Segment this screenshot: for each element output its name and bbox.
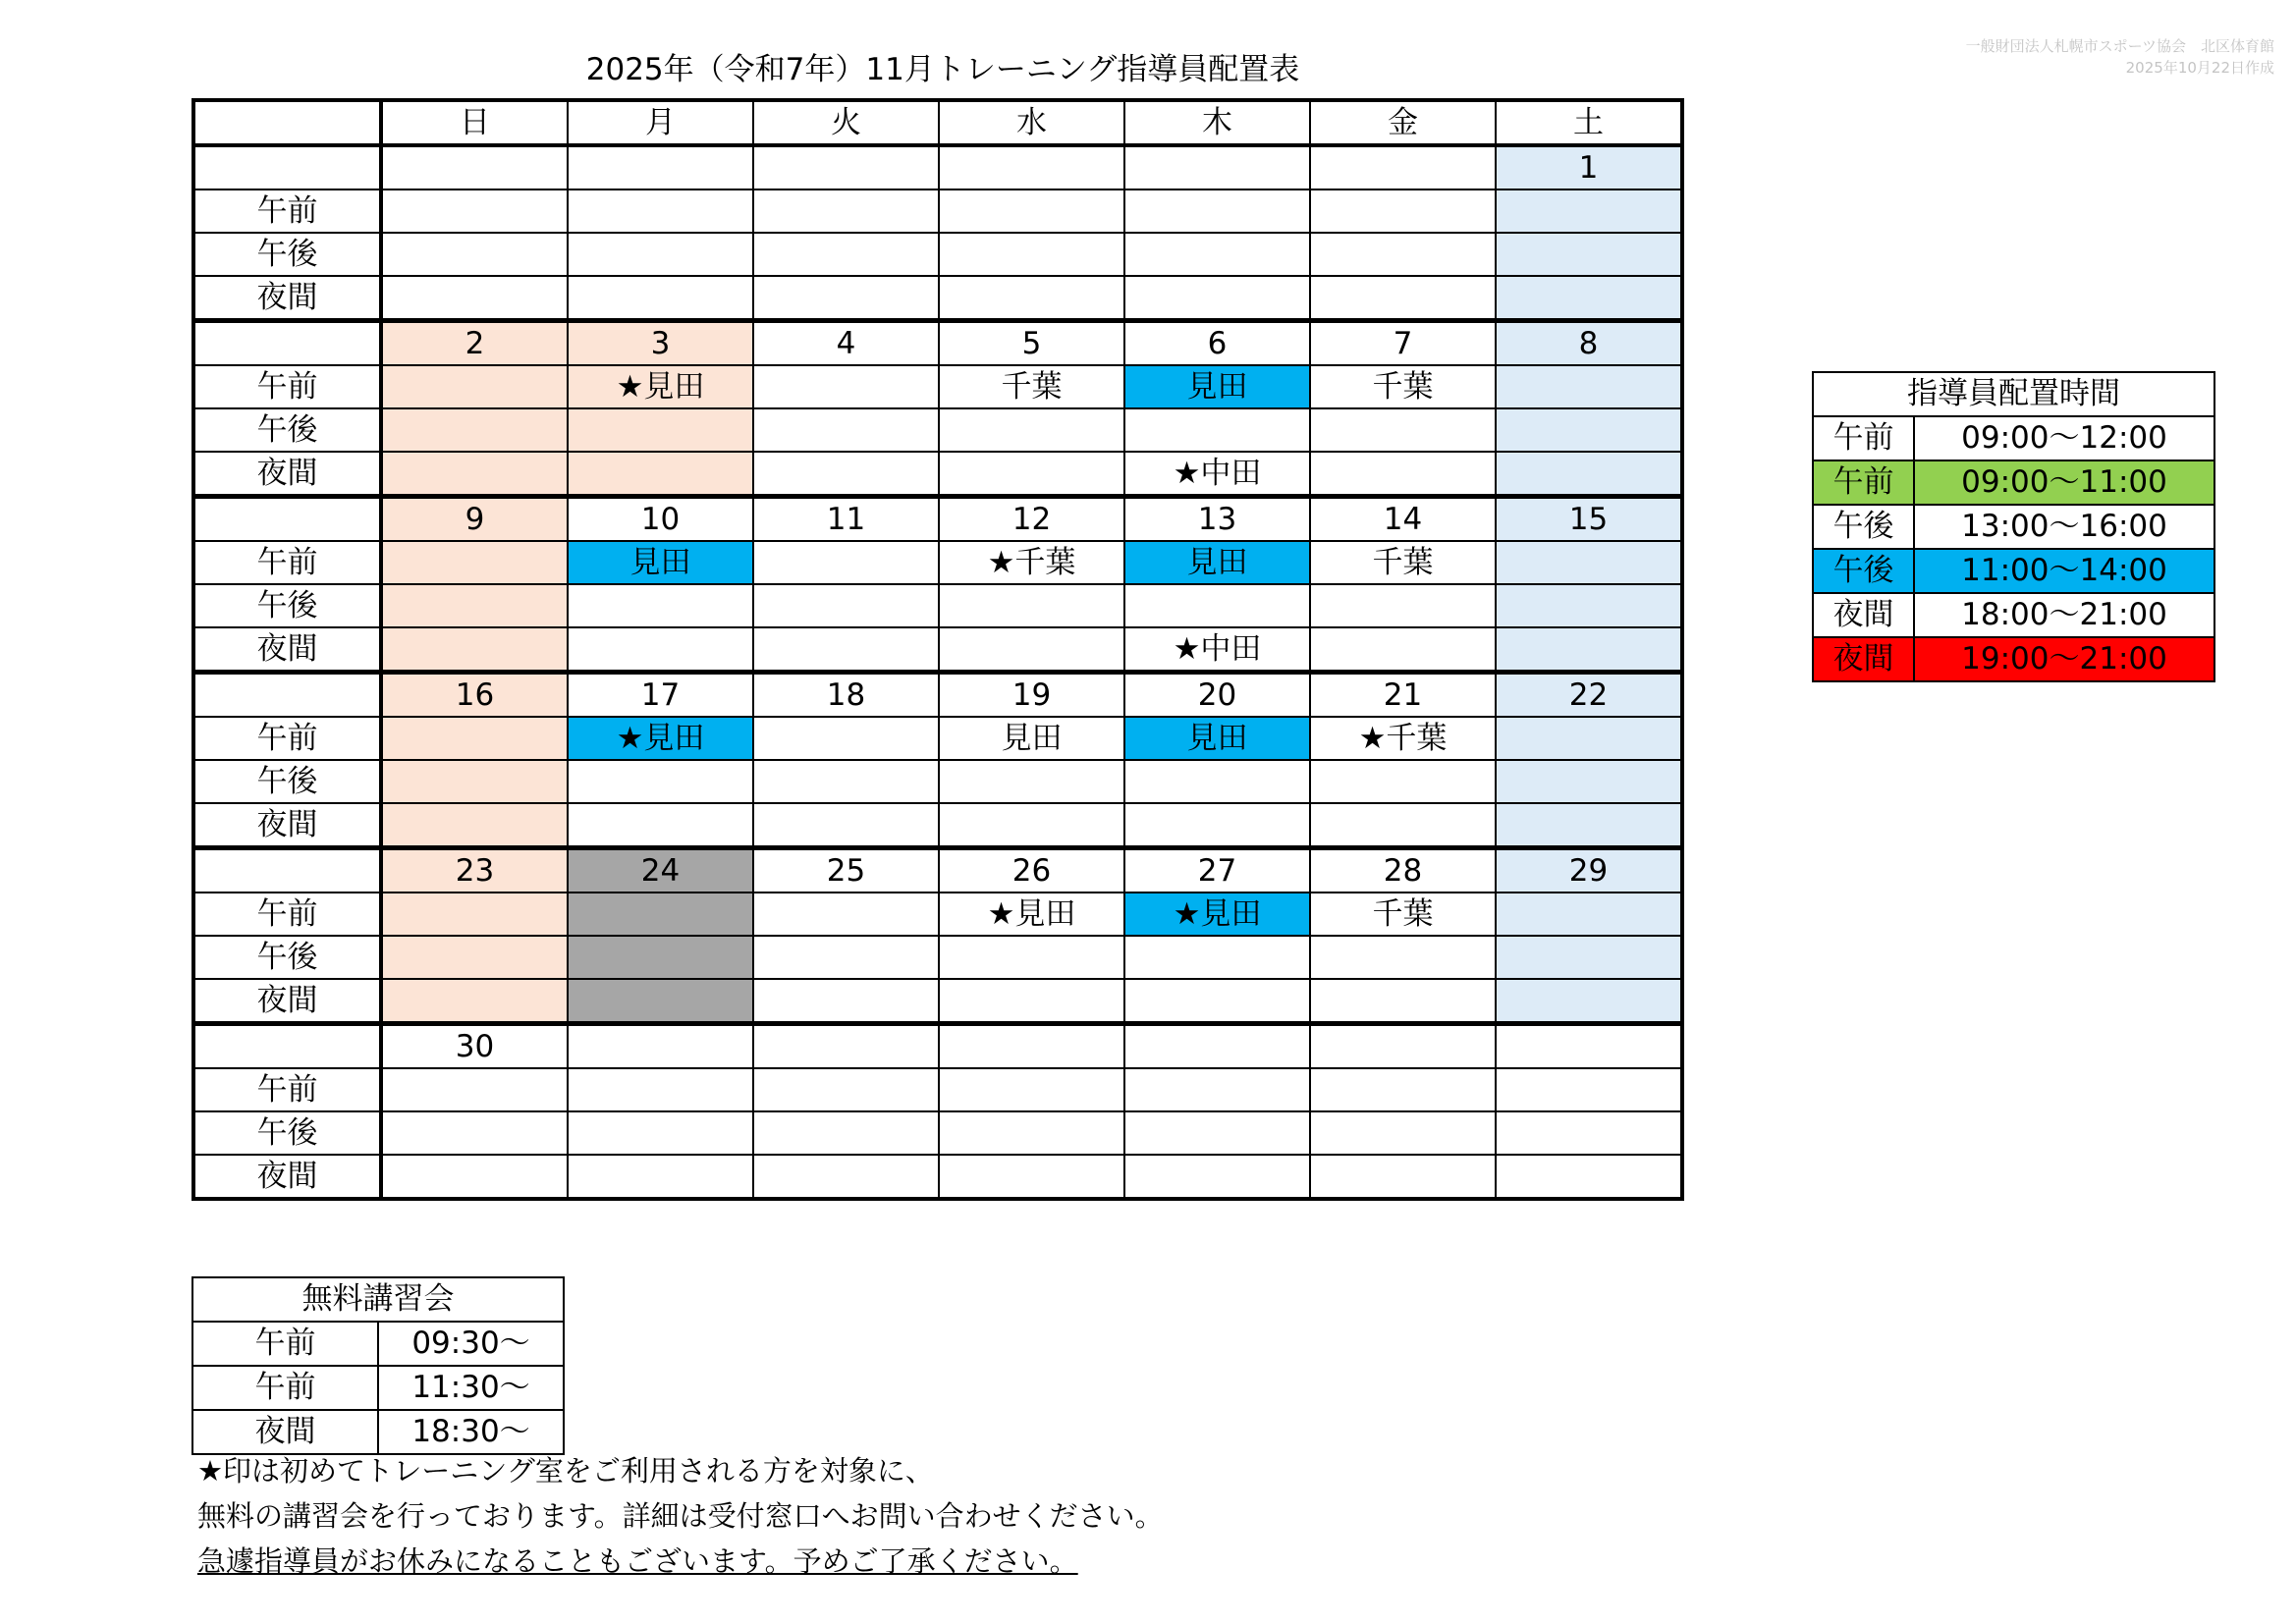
schedule-cell: ★中田	[1124, 452, 1310, 497]
schedule-cell	[1496, 717, 1682, 760]
schedule-cell	[753, 276, 939, 321]
schedule-cell	[1496, 627, 1682, 673]
schedule-cell	[1310, 760, 1496, 803]
slot-label: 午後	[193, 233, 381, 276]
schedule-cell	[753, 408, 939, 452]
schedule-cell	[381, 1111, 568, 1155]
date-cell: 19	[939, 673, 1124, 718]
schedule-cell	[381, 189, 568, 233]
note-star-line-2: 無料の講習会を行っております。詳細は受付窓口へお問い合わせください。	[197, 1499, 1164, 1533]
date-row-label	[193, 145, 381, 189]
schedule-cell	[381, 893, 568, 936]
schedule-cell	[1496, 760, 1682, 803]
slot-label: 午後	[193, 584, 381, 627]
date-cell	[753, 145, 939, 189]
date-cell: 4	[753, 321, 939, 366]
schedule-cell: 見田	[939, 717, 1124, 760]
date-row-label	[193, 1024, 381, 1069]
legend-slot-label: 午前	[1813, 416, 1914, 460]
date-row	[193, 321, 1682, 366]
legend-title: 指導員配置時間	[1813, 372, 2214, 416]
schedule-cell	[568, 627, 753, 673]
legend-row	[1813, 505, 2214, 549]
schedule-cell	[381, 760, 568, 803]
slot-label: 午後	[193, 936, 381, 979]
schedule-cell	[939, 979, 1124, 1024]
date-cell	[1124, 1024, 1310, 1069]
date-cell: 29	[1496, 848, 1682, 893]
schedule-cell: 見田	[1124, 717, 1310, 760]
date-row-label	[193, 321, 381, 366]
seminar-time: 09:30～	[378, 1322, 564, 1366]
schedule-cell	[939, 760, 1124, 803]
slot-row	[193, 936, 1682, 979]
date-row-label	[193, 673, 381, 718]
legend-row	[1813, 593, 2214, 637]
schedule-cell	[1124, 189, 1310, 233]
schedule-cell	[1496, 233, 1682, 276]
schedule-cell	[1310, 584, 1496, 627]
date-cell: 15	[1496, 497, 1682, 542]
seminar-time: 18:30～	[378, 1410, 564, 1454]
slot-label: 午後	[193, 760, 381, 803]
schedule-cell	[1496, 1111, 1682, 1155]
schedule-cell: ★中田	[1124, 627, 1310, 673]
weekday-header-row	[193, 100, 1682, 145]
schedule-cell	[1496, 1068, 1682, 1111]
date-cell: 7	[1310, 321, 1496, 366]
schedule-cell	[381, 584, 568, 627]
schedule-cell	[939, 627, 1124, 673]
schedule-cell	[939, 233, 1124, 276]
schedule-cell	[753, 584, 939, 627]
schedule-cell	[753, 979, 939, 1024]
date-cell: 2	[381, 321, 568, 366]
schedule-cell	[753, 893, 939, 936]
schedule-cell: 見田	[1124, 541, 1310, 584]
schedule-cell	[381, 408, 568, 452]
slot-row	[193, 627, 1682, 673]
date-cell: 30	[381, 1024, 568, 1069]
schedule-cell	[1124, 936, 1310, 979]
legend-time: 19:00～21:00	[1914, 637, 2214, 681]
date-cell: 6	[1124, 321, 1310, 366]
legend-time: 18:00～21:00	[1914, 593, 2214, 637]
schedule-cell	[1124, 233, 1310, 276]
schedule-cell	[1496, 408, 1682, 452]
seminar-row	[192, 1322, 564, 1366]
legend-slot-label: 午後	[1813, 505, 1914, 549]
schedule-cell	[939, 936, 1124, 979]
legend-time: 13:00～16:00	[1914, 505, 2214, 549]
slot-row	[193, 276, 1682, 321]
date-row	[193, 1024, 1682, 1069]
date-cell	[381, 145, 568, 189]
schedule-cell	[753, 452, 939, 497]
schedule-cell	[939, 1068, 1124, 1111]
schedule-cell: 千葉	[939, 365, 1124, 408]
staff-calendar	[191, 98, 1684, 1201]
legend-row	[1813, 549, 2214, 593]
schedule-cell	[568, 803, 753, 848]
schedule-cell	[1496, 365, 1682, 408]
weekday-header: 木	[1124, 100, 1310, 145]
slot-row	[193, 717, 1682, 760]
schedule-cell	[1124, 1155, 1310, 1199]
date-cell: 20	[1124, 673, 1310, 718]
weekday-header: 金	[1310, 100, 1496, 145]
schedule-cell	[568, 584, 753, 627]
slot-row	[193, 1155, 1682, 1199]
date-cell: 5	[939, 321, 1124, 366]
schedule-cell: 千葉	[1310, 365, 1496, 408]
legend-slot-label: 夜間	[1813, 593, 1914, 637]
schedule-cell	[568, 1155, 753, 1199]
schedule-cell	[1124, 276, 1310, 321]
slot-label: 午前	[193, 717, 381, 760]
schedule-cell: ★千葉	[939, 541, 1124, 584]
schedule-cell	[1310, 189, 1496, 233]
date-cell: 11	[753, 497, 939, 542]
schedule-cell	[568, 936, 753, 979]
organization-info	[1966, 35, 2274, 79]
date-cell: 28	[1310, 848, 1496, 893]
slot-row	[193, 365, 1682, 408]
schedule-cell	[381, 1068, 568, 1111]
slot-row	[193, 233, 1682, 276]
schedule-cell	[753, 717, 939, 760]
note-absence: 急遽指導員がお休みになることもございます。予めご了承ください。	[197, 1544, 1078, 1578]
schedule-cell	[1124, 584, 1310, 627]
slot-row	[193, 1111, 1682, 1155]
date-cell	[939, 1024, 1124, 1069]
schedule-cell	[753, 233, 939, 276]
weekday-header: 土	[1496, 100, 1682, 145]
schedule-cell: ★千葉	[1310, 717, 1496, 760]
date-cell: 1	[1496, 145, 1682, 189]
legend-slot-label: 夜間	[1813, 637, 1914, 681]
schedule-cell	[1310, 408, 1496, 452]
date-cell: 16	[381, 673, 568, 718]
slot-label: 午前	[193, 893, 381, 936]
schedule-cell	[381, 803, 568, 848]
schedule-cell	[1124, 803, 1310, 848]
schedule-cell	[939, 803, 1124, 848]
date-cell: 24	[568, 848, 753, 893]
schedule-cell	[939, 1155, 1124, 1199]
schedule-cell	[1310, 627, 1496, 673]
slot-label: 午前	[193, 189, 381, 233]
schedule-cell: ★見田	[1124, 893, 1310, 936]
date-row	[193, 848, 1682, 893]
page-title: 2025年（令和7年）11月トレーニング指導員配置表	[585, 52, 1300, 87]
schedule-cell	[1496, 936, 1682, 979]
notes	[197, 1448, 1164, 1584]
schedule-cell	[381, 717, 568, 760]
schedule-cell	[753, 1068, 939, 1111]
schedule-cell	[1310, 233, 1496, 276]
schedule-cell	[1124, 408, 1310, 452]
date-row-label	[193, 848, 381, 893]
schedule-cell	[939, 408, 1124, 452]
slot-row	[193, 541, 1682, 584]
slot-row	[193, 893, 1682, 936]
seminar-header-row	[192, 1277, 564, 1322]
schedule-cell	[939, 1111, 1124, 1155]
schedule-cell: 見田	[1124, 365, 1310, 408]
slot-label: 夜間	[193, 452, 381, 497]
schedule-cell	[1496, 189, 1682, 233]
schedule-cell	[1310, 276, 1496, 321]
schedule-cell	[753, 760, 939, 803]
weekday-header: 月	[568, 100, 753, 145]
schedule-cell	[568, 408, 753, 452]
slot-row	[193, 1068, 1682, 1111]
slot-label: 午前	[193, 365, 381, 408]
schedule-cell	[381, 365, 568, 408]
schedule-cell	[753, 1111, 939, 1155]
seminar-slot-label: 夜間	[192, 1410, 378, 1454]
date-row	[193, 673, 1682, 718]
date-cell: 22	[1496, 673, 1682, 718]
date-cell	[1124, 145, 1310, 189]
created-date: 2025年10月22日作成	[2125, 59, 2274, 77]
date-cell: 12	[939, 497, 1124, 542]
schedule-cell	[568, 452, 753, 497]
date-row	[193, 145, 1682, 189]
schedule-cell	[1496, 541, 1682, 584]
schedule-cell	[381, 979, 568, 1024]
slot-label: 夜間	[193, 627, 381, 673]
schedule-cell	[568, 979, 753, 1024]
schedule-cell	[568, 189, 753, 233]
schedule-cell	[381, 1155, 568, 1199]
schedule-cell	[1310, 1111, 1496, 1155]
schedule-cell	[939, 276, 1124, 321]
schedule-cell	[1496, 893, 1682, 936]
legend-header-row	[1813, 372, 2214, 416]
schedule-cell	[1310, 979, 1496, 1024]
schedule-cell	[381, 452, 568, 497]
schedule-cell	[1310, 1155, 1496, 1199]
weekday-header: 水	[939, 100, 1124, 145]
slot-row	[193, 803, 1682, 848]
date-cell: 8	[1496, 321, 1682, 366]
schedule-cell	[1310, 452, 1496, 497]
slot-label: 夜間	[193, 979, 381, 1024]
schedule-cell	[1496, 276, 1682, 321]
legend-row	[1813, 637, 2214, 681]
schedule-cell	[568, 276, 753, 321]
date-cell	[939, 145, 1124, 189]
seminar-slot-label: 午前	[192, 1366, 378, 1410]
slot-label: 午前	[193, 1068, 381, 1111]
legend-time: 09:00～11:00	[1914, 460, 2214, 505]
schedule-cell	[381, 541, 568, 584]
schedule-cell	[753, 189, 939, 233]
schedule-cell	[568, 1111, 753, 1155]
legend-row	[1813, 416, 2214, 460]
schedule-cell	[753, 1155, 939, 1199]
date-cell: 9	[381, 497, 568, 542]
slot-label: 夜間	[193, 276, 381, 321]
schedule-cell	[1124, 1068, 1310, 1111]
schedule-cell	[568, 233, 753, 276]
schedule-cell	[1124, 979, 1310, 1024]
slot-row	[193, 408, 1682, 452]
free-seminar-table	[191, 1276, 565, 1455]
slot-label: 夜間	[193, 803, 381, 848]
schedule-cell	[1496, 1155, 1682, 1199]
date-row	[193, 497, 1682, 542]
schedule-cell	[1124, 1111, 1310, 1155]
schedule-cell	[381, 276, 568, 321]
legend-time: 09:00～12:00	[1914, 416, 2214, 460]
schedule-cell	[939, 584, 1124, 627]
slot-label: 午後	[193, 408, 381, 452]
legend-slot-label: 午前	[1813, 460, 1914, 505]
weekday-header: 日	[381, 100, 568, 145]
slot-row	[193, 452, 1682, 497]
organization-name: 一般財団法人札幌市スポーツ協会 北区体育館	[1965, 37, 2274, 55]
date-cell: 17	[568, 673, 753, 718]
date-cell: 10	[568, 497, 753, 542]
schedule-cell	[939, 189, 1124, 233]
schedule-cell: ★見田	[568, 717, 753, 760]
weekday-header: 火	[753, 100, 939, 145]
legend-row	[1813, 460, 2214, 505]
schedule-cell	[753, 936, 939, 979]
date-cell	[1310, 1024, 1496, 1069]
legend-time: 11:00～14:00	[1914, 549, 2214, 593]
date-cell: 26	[939, 848, 1124, 893]
date-cell	[568, 1024, 753, 1069]
seminar-row	[192, 1366, 564, 1410]
seminar-title: 無料講習会	[192, 1277, 564, 1322]
schedule-cell	[1496, 803, 1682, 848]
schedule-cell	[753, 365, 939, 408]
slot-row	[193, 979, 1682, 1024]
schedule-cell	[1310, 1068, 1496, 1111]
date-cell	[568, 145, 753, 189]
date-cell	[753, 1024, 939, 1069]
date-cell: 18	[753, 673, 939, 718]
schedule-cell	[568, 760, 753, 803]
seminar-time: 11:30～	[378, 1366, 564, 1410]
slot-label: 午後	[193, 1111, 381, 1155]
date-row-label	[193, 497, 381, 542]
seminar-slot-label: 午前	[192, 1322, 378, 1366]
schedule-cell	[939, 452, 1124, 497]
schedule-cell: ★見田	[939, 893, 1124, 936]
schedule-cell	[568, 1068, 753, 1111]
note-star-line-1: ★印は初めてトレーニング室をご利用される方を対象に、	[197, 1454, 934, 1488]
slot-label: 夜間	[193, 1155, 381, 1199]
schedule-cell: 見田	[568, 541, 753, 584]
schedule-cell	[1496, 979, 1682, 1024]
schedule-cell	[753, 627, 939, 673]
corner-cell	[193, 100, 381, 145]
date-cell: 23	[381, 848, 568, 893]
schedule-cell	[1310, 803, 1496, 848]
schedule-cell: ★見田	[568, 365, 753, 408]
date-cell: 13	[1124, 497, 1310, 542]
schedule-cell	[381, 627, 568, 673]
staff-hours-legend	[1812, 371, 2215, 682]
schedule-cell	[753, 803, 939, 848]
schedule-cell	[568, 893, 753, 936]
date-cell: 14	[1310, 497, 1496, 542]
date-cell: 3	[568, 321, 753, 366]
date-cell: 27	[1124, 848, 1310, 893]
schedule-cell	[381, 936, 568, 979]
schedule-cell	[1496, 584, 1682, 627]
date-cell: 21	[1310, 673, 1496, 718]
schedule-cell	[1124, 760, 1310, 803]
date-cell: 25	[753, 848, 939, 893]
schedule-cell	[1310, 936, 1496, 979]
slot-row	[193, 189, 1682, 233]
slot-label: 午前	[193, 541, 381, 584]
schedule-cell	[381, 233, 568, 276]
date-cell	[1496, 1024, 1682, 1069]
slot-row	[193, 584, 1682, 627]
schedule-cell: 千葉	[1310, 541, 1496, 584]
slot-row	[193, 760, 1682, 803]
legend-slot-label: 午後	[1813, 549, 1914, 593]
schedule-cell	[753, 541, 939, 584]
date-cell	[1310, 145, 1496, 189]
schedule-cell: 千葉	[1310, 893, 1496, 936]
schedule-cell	[1496, 452, 1682, 497]
